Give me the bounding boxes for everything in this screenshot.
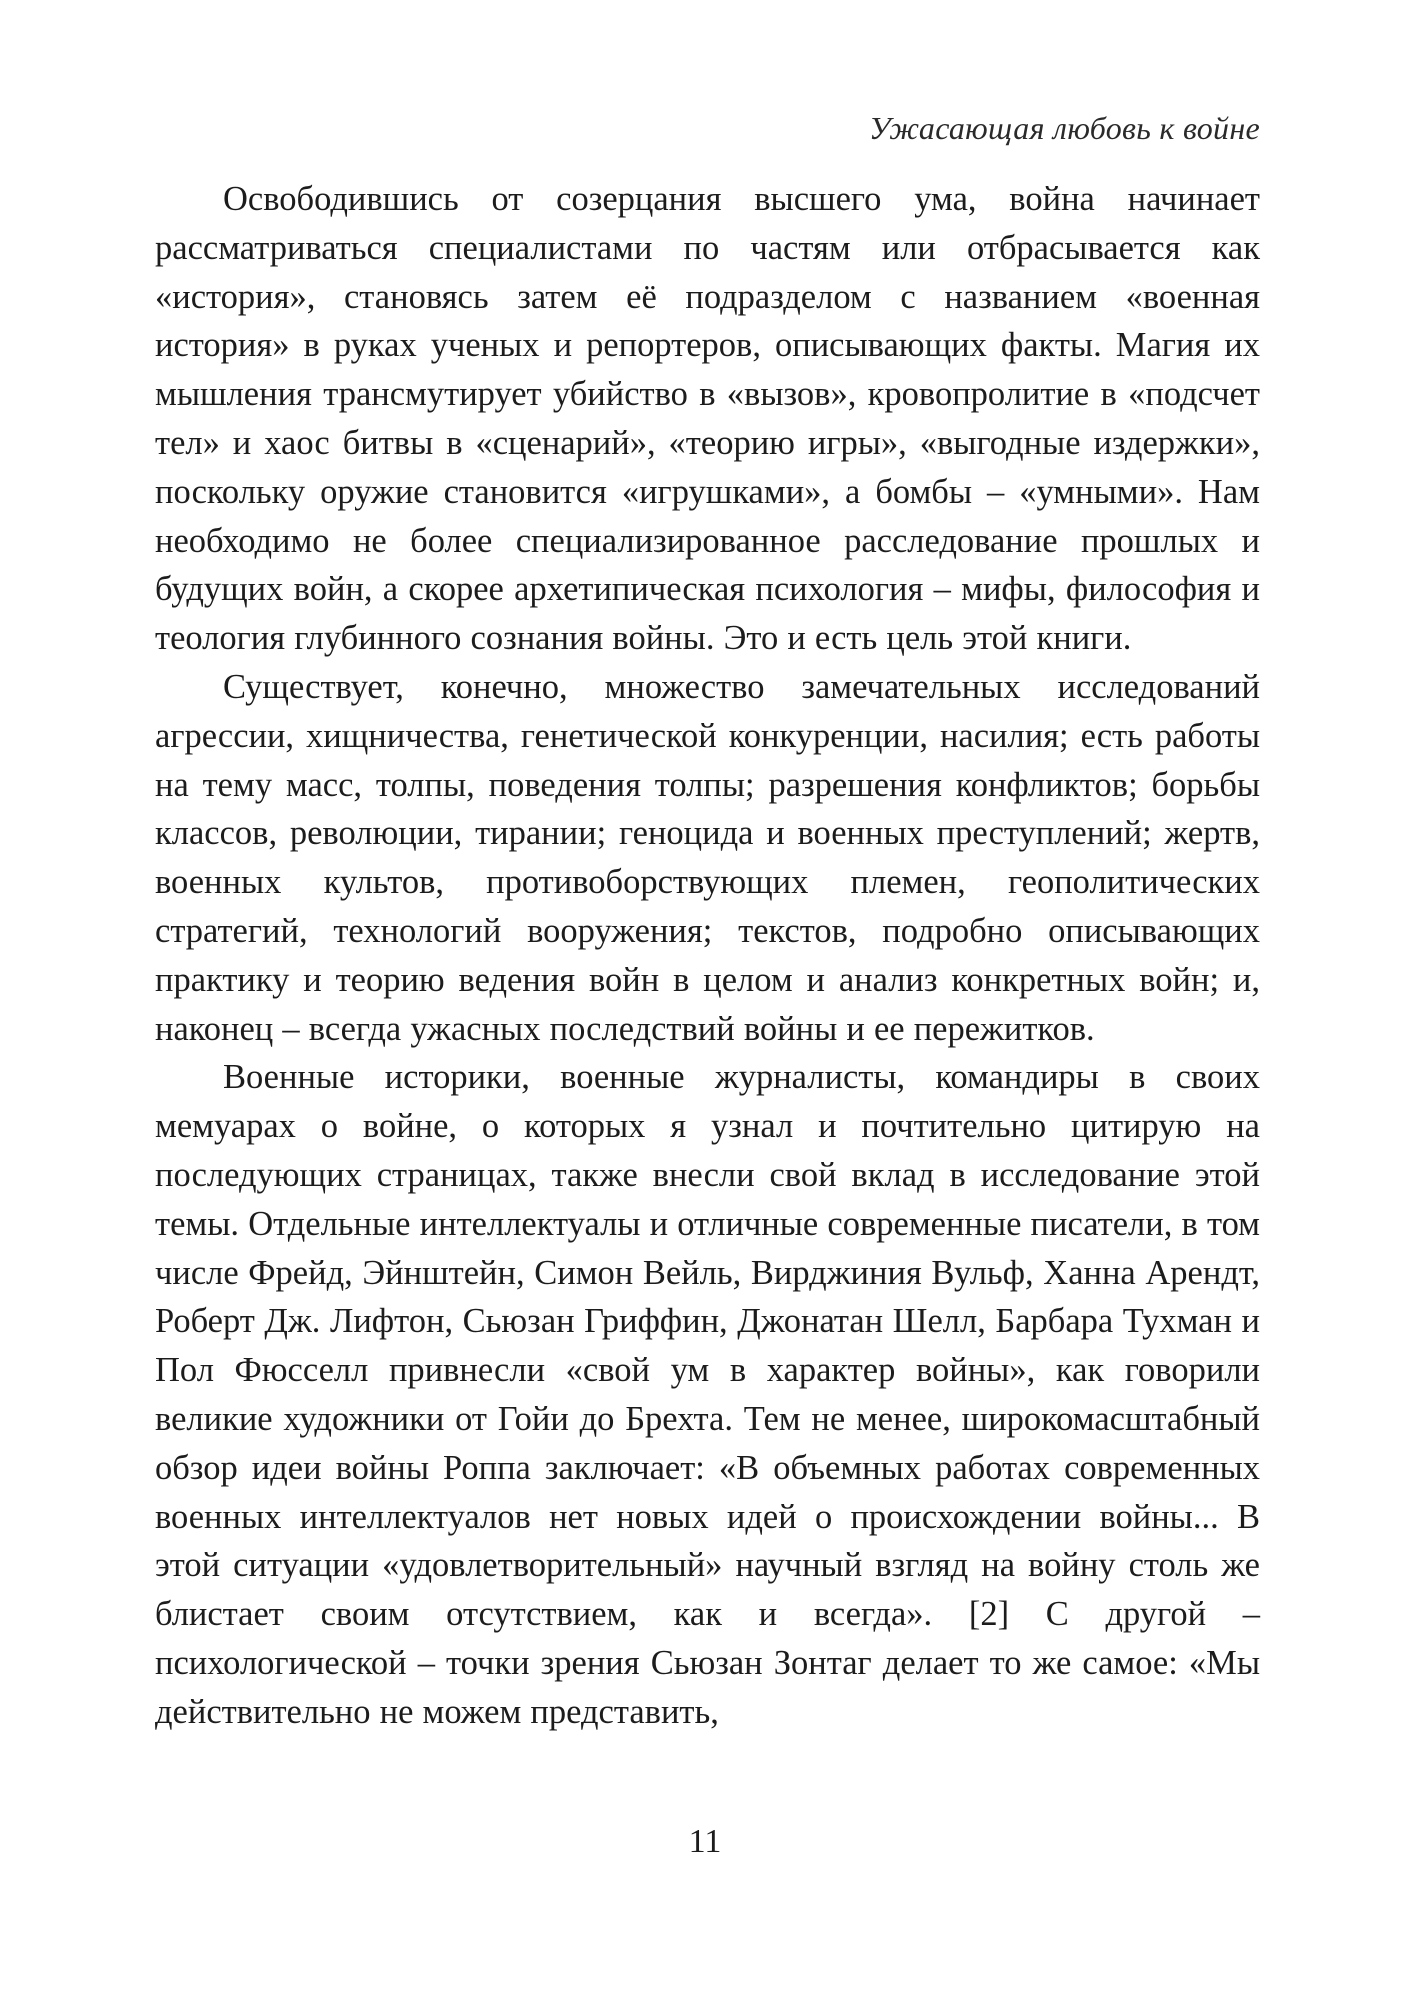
page-number: 11 (688, 1823, 722, 1860)
running-title: Ужасающая любовь к войне (869, 110, 1260, 146)
body-text (155, 175, 1260, 1737)
paragraph-war-specialists: Освободившись от созерцания высшего ума, война начинает рассматриваться специалистами по частям или отбрасывается как «история», становясь затем её подразделом с названием «военная история» в руках ученых и репортеров, описывающих факты. Магия их мышления трансмутирует убийство в «вызов», кровопролитие в «подсчет тел» и хаос битвы в «сценарий», «теорию игры», «выгодные издержки», поскольку оружие становится «игрушками», а бомбы – «умными». Нам необходимо не более специализированное расследование прошлых и будущих войн, а скорее архетипическая психология – мифы, философия и теология глубинного сознания войны. Это и есть цель этой книги. (155, 180, 1260, 658)
paragraph-existing-studies: Существует, конечно, множество замечательных исследований агрессии, хищничества, генетической конкуренции, насилия; есть работы на тему масс, толпы, поведения толпы; разрешения конфликтов; борьбы классов, революции, тирании; геноцида и военных преступлений; жертв, военных культов, противоборствующих племен, геополитических стратегий, технологий вооружения; текстов, подробно описывающих практику и теорию ведения войн в целом и анализ конкретных войн; и, наконец – всегда ужасных последствий войны и ее пережитков. (155, 667, 1260, 1048)
paragraph-military-historians: Военные историки, военные журналисты, командиры в своих мемуарах о войне, о которых я узнал и почтительно цитирую на последующих страницах, также внесли свой вклад в исследование этой темы. Отдельные интеллектуалы и отличные современные писатели, в том числе Фрейд, Эйнштейн, Симон Вейль, Вирджиния Вульф, Ханна Арендт, Роберт Дж. Лифтон, Сьюзан Гриффин, Джонатан Шелл, Барбара Тухман и Пол Фюсселл привнесли «свой ум в характер войны», как говорили великие художники от Гойи до Брехта. Тем не менее, широкомасштабный обзор идеи войны Роппа заключает: «В объемных работах современных военных интеллектуалов нет новых идей о происхождении войны... В этой ситуации «удовлетворительный» научный взгляд на войну столь же блистает своим отсутствием, как и всегда». [2] С другой – психологической – точки зрения Сьюзан Зонтаг делает то же самое: «Мы действительно не можем представить, (155, 1058, 1260, 1731)
